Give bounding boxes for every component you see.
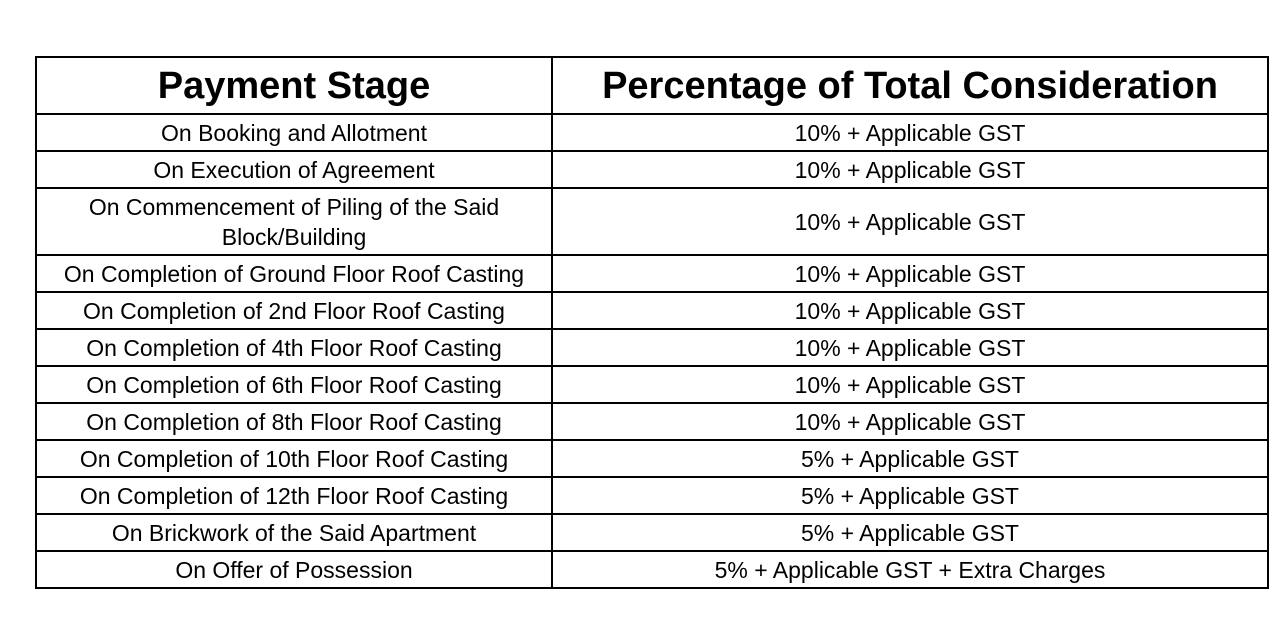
stage-cell: On Brickwork of the Said Apartment <box>36 514 552 551</box>
stage-cell: On Execution of Agreement <box>36 151 552 188</box>
table-row <box>36 514 1268 551</box>
table-row <box>36 151 1268 188</box>
percentage-cell: 10% + Applicable GST <box>552 151 1268 188</box>
table-row <box>36 403 1268 440</box>
stage-cell: On Completion of 2nd Floor Roof Casting <box>36 292 552 329</box>
percentage-cell: 10% + Applicable GST <box>552 114 1268 151</box>
percentage-cell: 5% + Applicable GST + Extra Charges <box>552 551 1268 588</box>
percentage-cell: 10% + Applicable GST <box>552 329 1268 366</box>
table-row <box>36 292 1268 329</box>
payment-schedule-table <box>35 56 1269 589</box>
stage-cell: On Offer of Possession <box>36 551 552 588</box>
table-row <box>36 477 1268 514</box>
percentage-cell: 10% + Applicable GST <box>552 366 1268 403</box>
stage-cell: On Booking and Allotment <box>36 114 552 151</box>
stage-cell: On Commencement of Piling of the Said Block/Building <box>36 188 552 255</box>
table-row <box>36 255 1268 292</box>
percentage-cell: 5% + Applicable GST <box>552 477 1268 514</box>
stage-cell: On Completion of 4th Floor Roof Casting <box>36 329 552 366</box>
header-percentage: Percentage of Total Consideration <box>552 57 1268 114</box>
stage-cell: On Completion of Ground Floor Roof Casting <box>36 255 552 292</box>
percentage-cell: 10% + Applicable GST <box>552 403 1268 440</box>
table-row <box>36 366 1268 403</box>
table-row <box>36 329 1268 366</box>
percentage-cell: 10% + Applicable GST <box>552 292 1268 329</box>
percentage-cell: 5% + Applicable GST <box>552 440 1268 477</box>
percentage-cell: 10% + Applicable GST <box>552 188 1268 255</box>
table-row <box>36 440 1268 477</box>
header-payment-stage: Payment Stage <box>36 57 552 114</box>
table-row <box>36 551 1268 588</box>
table-row <box>36 114 1268 151</box>
stage-cell: On Completion of 10th Floor Roof Casting <box>36 440 552 477</box>
table-header-row <box>36 57 1268 114</box>
stage-cell: On Completion of 6th Floor Roof Casting <box>36 366 552 403</box>
stage-cell: On Completion of 8th Floor Roof Casting <box>36 403 552 440</box>
percentage-cell: 10% + Applicable GST <box>552 255 1268 292</box>
table-row <box>36 188 1268 255</box>
stage-cell: On Completion of 12th Floor Roof Casting <box>36 477 552 514</box>
percentage-cell: 5% + Applicable GST <box>552 514 1268 551</box>
